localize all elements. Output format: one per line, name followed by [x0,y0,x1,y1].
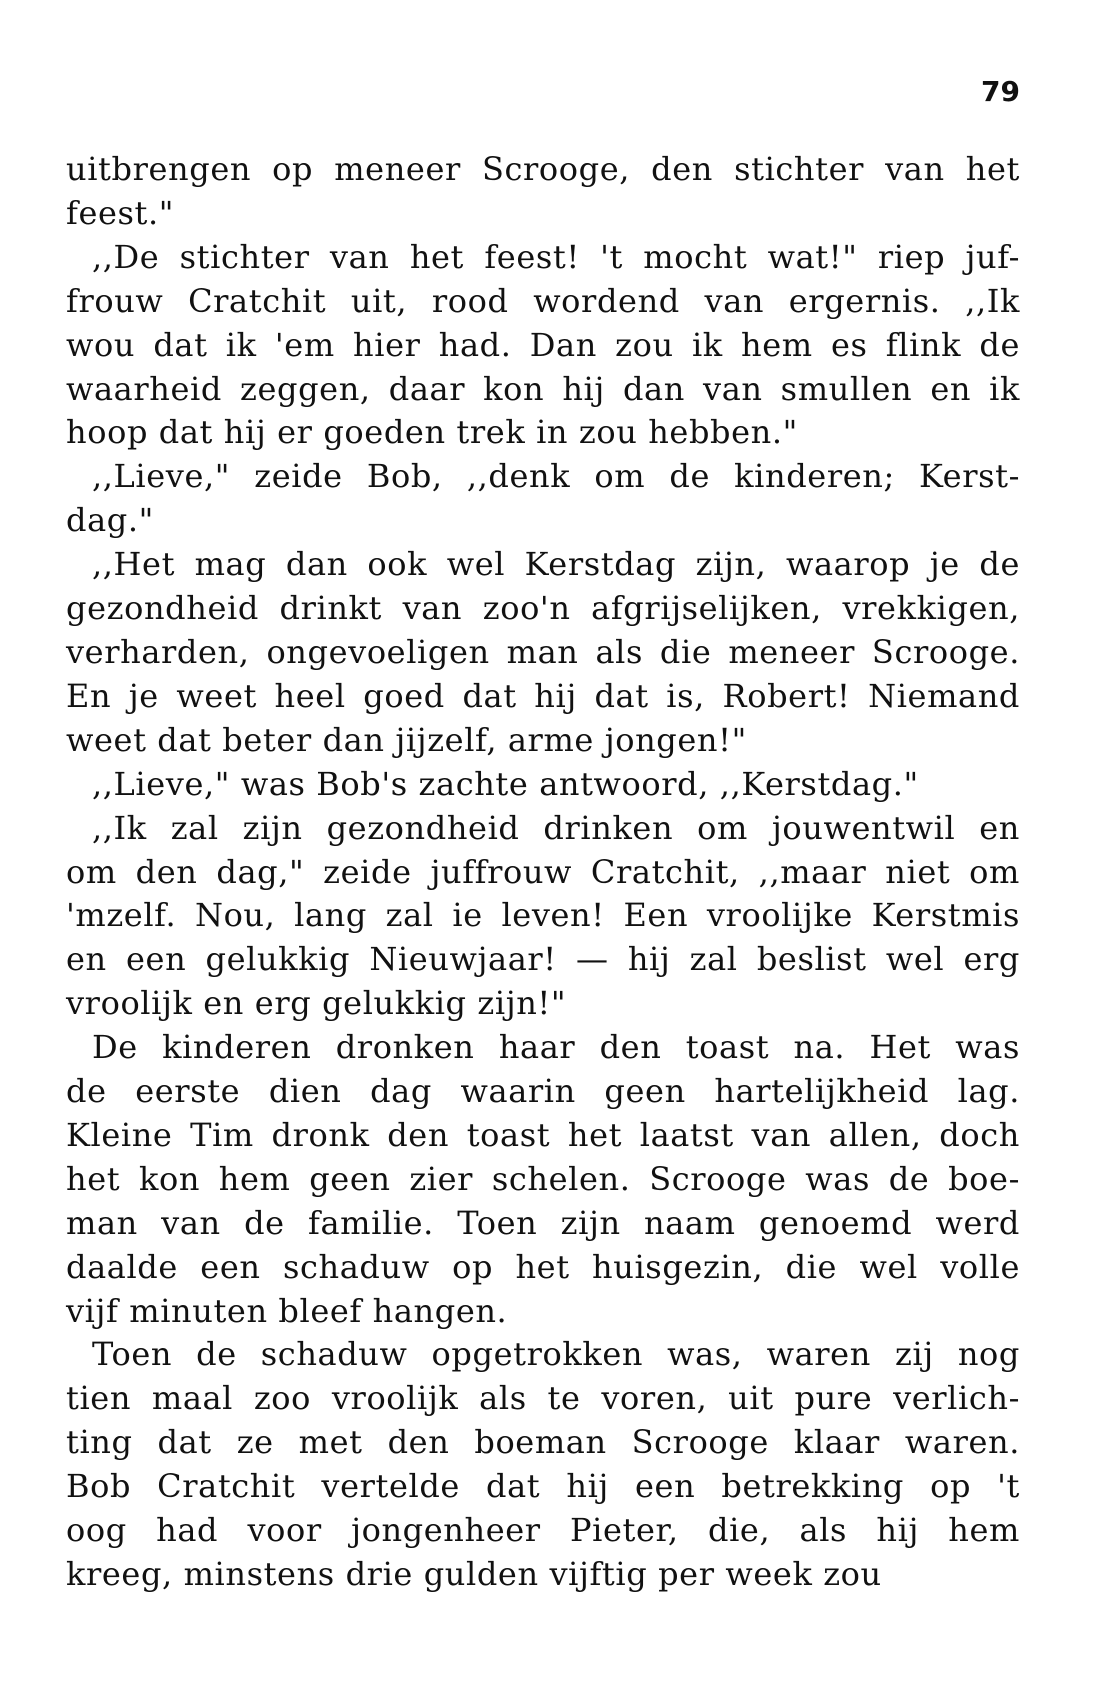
paragraph [66,1333,1020,1596]
body-text [66,148,1020,1597]
text-line: ,,Ik zal zijn gezondheid drinken om jouwentwil en [92,808,1020,847]
paragraph [66,1026,1020,1333]
text-line: De kinderen dronken haar den toast na. Het was [92,1028,1020,1067]
text-line: kreeg, minstens drie gulden vijftig per week zou [66,1555,882,1593]
text-line: Kleine Tim dronk den toast het laatst van allen, doch [66,1115,1020,1154]
page-number: 79 [981,75,1020,108]
text-line: ,,Lieve," was Bob's zachte antwoord, ,,Kerstdag." [92,764,919,803]
text-line: vijf minuten bleef hangen. [66,1291,508,1330]
text-line: gezondheid drinkt van zoo'n afgrijselijken, vrekkigen, [66,589,1020,628]
text-line: hoop dat hij er goeden trek in zou hebben." [66,413,798,452]
text-line: ,,Lieve," zeide Bob, ,,denk om de kinderen; Kerst- [92,457,1020,496]
text-line: weet dat beter dan jijzelf, arme jongen!" [66,720,747,759]
text-line: ,,De stichter van het feest! 't mocht wat!" riep juf- [92,237,1020,276]
text-line: en een gelukkig Nieuwjaar! — hij zal beslist wel erg [66,940,1020,979]
text-line: uitbrengen op meneer Scrooge, den stichter van het [66,150,1020,188]
text-line: man van de familie. Toen zijn naam genoemd werd [66,1203,1020,1242]
text-line: ,,Het mag dan ook wel Kerstdag zijn, waarop je de [92,545,1020,584]
text-line: Toen de schaduw opgetrokken was, waren zij nog [92,1335,1020,1374]
text-line: tien maal zoo vroolijk als te voren, uit pure verlich- [66,1379,1020,1418]
text-line: waarheid zeggen, daar kon hij dan van smullen en ik [66,369,1020,408]
text-line: de eerste dien dag waarin geen hartelijkheid lag. [66,1072,1020,1111]
paragraph [66,807,1020,1027]
text-line: oog had voor jongenheer Pieter, die, als hij hem [66,1511,1020,1550]
text-line: feest." [66,193,175,232]
text-line: frouw Cratchit uit, rood wordend van ergernis. ,,Ik [66,281,1020,320]
text-line: verharden, ongevoeligen man als die meneer Scrooge. [66,632,1020,671]
text-line: om den dag," zeide juffrouw Cratchit, ,,maar niet om [66,852,1020,891]
text-line: 'mzelf. Nou, lang zal ie leven! Een vroolijke Kerstmis [66,896,1020,935]
text-line: wou dat ik 'em hier had. Dan zou ik hem es flink de [66,325,1020,364]
paragraph [66,148,1020,236]
text-line: Bob Cratchit vertelde dat hij een betrekking op 't [66,1467,1020,1506]
paragraph [66,763,1020,807]
text-line: dag." [66,501,154,540]
text-line: het kon hem geen zier schelen. Scrooge was de boe- [66,1159,1020,1198]
text-line: vroolijk en erg gelukkig zijn!" [66,984,567,1023]
text-line: ting dat ze met den boeman Scrooge klaar waren. [66,1423,1020,1462]
text-line: En je weet heel goed dat hij dat is, Robert! Niemand [66,676,1020,715]
text-line: daalde een schaduw op het huisgezin, die wel volle [66,1247,1020,1286]
paragraph [66,543,1020,763]
paragraph [66,455,1020,543]
paragraph [66,236,1020,456]
